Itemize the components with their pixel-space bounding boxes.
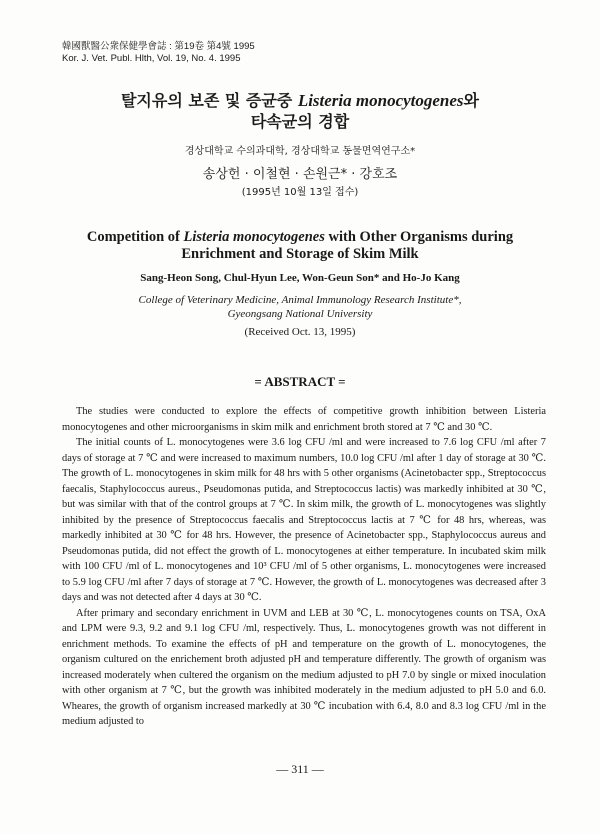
english-title xyxy=(0,229,600,263)
abstract-paragraph: After primary and secondary enrichment in UVM and LEB at 30 ℃, L. monocytogenes counts on TSA, OxA and LPM were 9.3, 9.2 and 9.1 log CFU /ml, respectively. Thus, L. monocytogenes growth was not different in enrichment methods. To examine the effects of pH and temperature on the growth of L. monocytogenes, the organism cultured on the enrichement broth adjusted pH and temperature differently. The growth of organism was increased moderately when cultered the organism on the medium adjusted to pH 7.0 by single or mixed inoculation with other organism at 7 ℃, but the growth was inhibited moderately in the medium adjusted to pH 5.0 and 6.0. Wheares, the growth of organism increased markedly at 30 ℃ incubation with 6.4, 8.0 and 8.3 log CFU /ml in the medium adjusted to xyxy=(62,607,546,727)
english-title-line2: Enrichment and Storage of Skim Milk xyxy=(181,246,419,262)
english-received-date: (Received Oct. 13, 1995) xyxy=(244,326,356,338)
english-affiliation-line2: Gyeongsang National University xyxy=(227,308,373,320)
abstract-paragraph: The initial counts of L. monocytogenes were 3.6 log CFU /ml and were increased to 7.6 log CFU /ml after 7 days of storage at 7 ℃ and were increased to maximum numbers, 10.0 log CFU /ml after 1 day of storage at 30 ℃. The growth of L. monocytogenes in skim milk for 48 hrs with 5 other organisms (Acinetobacter spp., Streptococcus faecalis, Staphylococcus aureus., Pseudomonas putida, and Streptococcus lactis) was markedly inhibited at 30 ℃, but was similar with that of the control groups at 7 ℃. In skim milk, the growth of L. monocytogenes was slightly inhibited by the presence of Streptococcus faecalis and Streptococcus lactis at 7 ℃ for 48 hrs, whereas, was markedly inhibited at 30 ℃ for 48 hrs. However, the presence of Acinetobacter spp., Staphylococcus aureus and Pseudomonas putida, did not effect the growth of L. monocytogenes at either temperature. In incubated skim milk with 100 CFU /ml of L. monocytogenes and 10³ CFU /ml of 5 other organisms, L. monocytogenes were increased to 5.9 log CFU /ml after 7 days of storage at 7 ℃. However, the growth of L. monocytogenes was decreased after 3 days and was not detected after 4 days at 30 ℃. xyxy=(62,437,546,603)
journal-line-english: Kor. J. Vet. Publ. Hlth, Vol. 19, No. 4. 1995 xyxy=(62,53,241,64)
journal-line-korean: 韓國獸醫公衆保健學會誌 : 第19卷 第4號 1995 xyxy=(62,41,255,52)
korean-title-line2: 타속균의 경합 xyxy=(250,112,350,131)
english-title-italic: Listeria monocytogenes xyxy=(183,229,325,245)
abstract-paragraph: The studies were conducted to explore the effects of competitive growth inhibition between Listeria monocytogenes and other microorganisms in skim milk and enrichment broth stored at 7 ℃ and 30 ℃. xyxy=(62,406,546,433)
english-title-post: with Other Organisms during xyxy=(324,229,514,245)
journal-header xyxy=(62,41,255,65)
korean-title-post: 와 xyxy=(463,91,480,110)
english-affiliation-line1: College of Veterinary Medicine, Animal Immunology Research Institute*, xyxy=(138,294,462,306)
page-number: — 311 — xyxy=(276,762,324,776)
korean-affiliation: 경상대학교 수의과대학, 경상대학교 동물면역연구소* xyxy=(184,146,416,157)
english-affiliation xyxy=(0,293,600,321)
korean-title-pre: 탈지유의 보존 및 증균중 xyxy=(120,91,298,110)
korean-authors: 송상헌 · 이철현 · 손원근* · 강호조 xyxy=(202,167,398,182)
english-authors: Sang-Heon Song, Chul-Hyun Lee, Won-Geun Son* and Ho-Jo Kang xyxy=(140,272,460,284)
abstract-body xyxy=(62,404,546,730)
korean-received-date: (1995년 10월 13일 접수) xyxy=(241,187,359,198)
abstract-heading: = ABSTRACT = xyxy=(254,374,346,389)
korean-title-italic: Listeria monocytogenes xyxy=(297,91,464,110)
english-title-pre: Competition of xyxy=(86,229,184,245)
korean-title xyxy=(0,90,600,132)
